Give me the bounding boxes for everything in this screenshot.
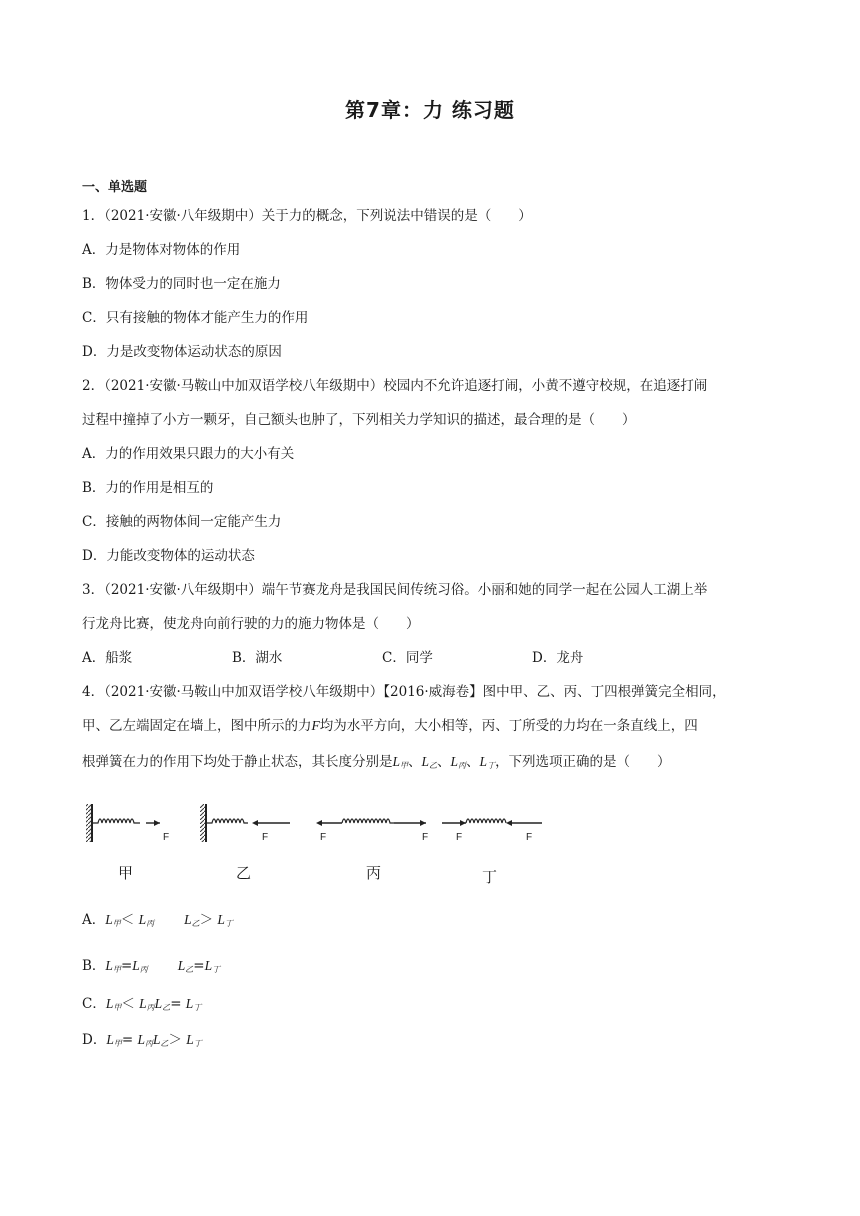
section-heading: 一、单选题: [82, 180, 148, 195]
force-label-jia: F: [163, 832, 170, 843]
force-label-bing-left: F: [320, 832, 327, 843]
springs-diagram: [80, 792, 560, 852]
springs-figure: [80, 792, 560, 886]
force-label-ding-left: F: [456, 832, 463, 843]
force-label-bing-right: F: [422, 832, 429, 843]
question-3-option-c: C．同学: [382, 650, 433, 666]
figure-label-ding: 丁: [482, 868, 498, 886]
question-4-stem-line-3: 根弹簧在力的作用下均处于静止状态，其长度分别是$L_甲$、$L_乙$、$L_丙$、$L_丁$，下列选项正确的是（ ）: [82, 754, 671, 770]
page-title: 第7章：力 练习题: [345, 98, 515, 122]
question-2-option-d: D．力能改变物体的运动状态: [82, 548, 255, 564]
question-1-option-b: B．物体受力的同时也一定在施力: [82, 276, 281, 292]
figure-label-yi: 乙: [236, 864, 252, 882]
question-2-option-c: C．接触的两物体间一定能产生力: [82, 514, 282, 530]
question-2-option-b: B．力的作用是相互的: [82, 480, 214, 496]
question-2-stem-line-1: 2．（2021·安徽·马鞍山中加双语学校八年级期中）校园内不允许追逐打闹，小黄不遵守校规，在追逐打闹: [82, 378, 708, 394]
question-4-option-a: A．$L_甲< L_丙$ $L_乙> L_丁$: [82, 912, 233, 928]
question-3-stem-line-2: 行龙舟比赛，使龙舟向前行驶的力的施力物体是（ ）: [82, 616, 420, 632]
figure-label-bing: 丙: [366, 864, 382, 882]
figure-label-jia: 甲: [118, 864, 134, 882]
question-4-option-b: B．$L_甲=L_丙$ $L_乙=L_丁$: [82, 958, 221, 974]
question-1-option-a: A．力是物体对物体的作用: [82, 242, 241, 258]
force-label-ding-right: F: [526, 832, 533, 843]
question-4-option-d: D．$L_甲= L_丙L_乙> L_丁$: [82, 1032, 202, 1048]
question-4-option-c: C．$L_甲< L_丙L_乙= L_丁$: [82, 996, 202, 1012]
question-3-stem-line-1: 3．（2021·安徽·八年级期中）端午节赛龙舟是我国民间传统习俗。小丽和她的同学一起在公园人工湖上举: [82, 582, 708, 598]
question-2-stem-line-2: 过程中撞掉了小方一颗牙，自己额头也肿了，下列相关力学知识的描述，最合理的是（ ）: [82, 412, 636, 428]
question-4-stem-line-2: 甲、乙左端固定在墙上，图中所示的力F均为水平方向，大小相等，丙、丁所受的力均在一条直线上，四: [82, 718, 698, 734]
question-1-stem: 1．（2021·安徽·八年级期中）关于力的概念，下列说法中错误的是（ ）: [82, 208, 532, 224]
question-1-option-d: D．力是改变物体运动状态的原因: [82, 344, 282, 360]
question-2-option-a: A．力的作用效果只跟力的大小有关: [82, 446, 295, 462]
spring-yi: [200, 804, 290, 843]
question-4-stem-line-1: 4．（2021·安徽·马鞍山中加双语学校八年级期中）【2016·威海卷】图中甲、乙、丙、丁四根弹簧完全相同，: [82, 684, 726, 700]
spring-bing: [316, 819, 428, 843]
question-3-option-b: B．湖水: [232, 650, 283, 666]
question-1-option-c: C．只有接触的物体才能产生力的作用: [82, 310, 309, 326]
question-3-option-a: A．船浆: [82, 650, 133, 666]
force-label-yi: F: [262, 832, 269, 843]
spring-jia: [86, 804, 169, 843]
question-3-option-d: D．龙舟: [532, 650, 584, 666]
spring-ding: [442, 819, 542, 843]
